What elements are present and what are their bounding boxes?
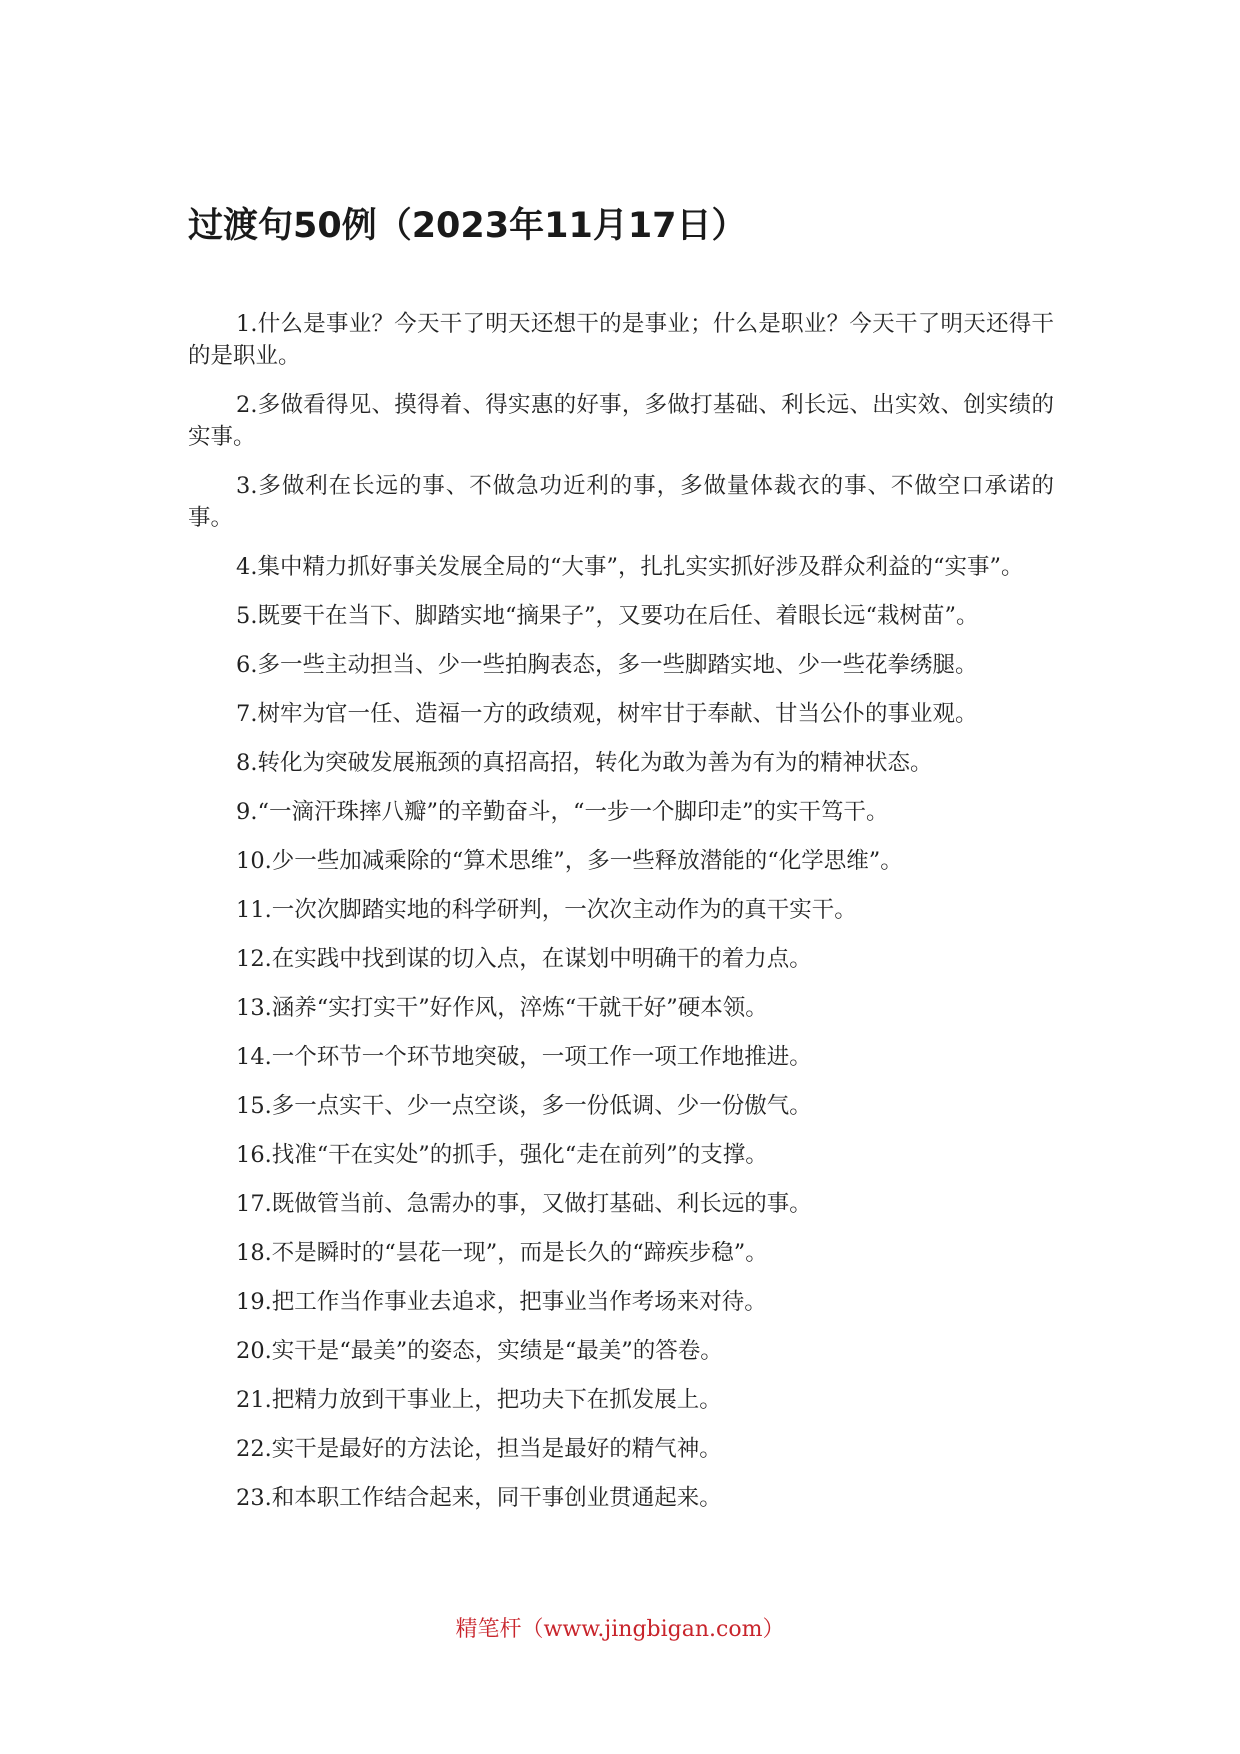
sentence-list [188, 308, 1054, 1531]
list-item: 2.多做看得见、摸得着、得实惠的好事，多做打基础、利长远、出实效、创实绩的实事。 [188, 392, 1054, 450]
list-item: 18.不是瞬时的“昙花一现”，而是长久的“蹄疾步稳”。 [236, 1240, 768, 1266]
page-title: 过渡句50例（2023年11月17日） [188, 206, 747, 246]
list-item: 13.涵养“实打实干”好作风，淬炼“干就干好”硬本领。 [236, 995, 768, 1021]
list-item: 7.树牢为官一任、造福一方的政绩观，树牢甘于奉献、甘当公仆的事业观。 [236, 701, 978, 727]
list-item: 9.“一滴汗珠摔八瓣”的辛勤奋斗，“一步一个脚印走”的实干笃干。 [236, 799, 889, 825]
footer-source-link[interactable]: 精笔杆（www.jingbigan.com） [455, 1617, 785, 1642]
list-item: 11.一次次脚踏实地的科学研判，一次次主动作为的真干实干。 [236, 897, 857, 923]
list-item: 6.多一些主动担当、少一些拍胸表态，多一些脚踏实地、少一些花拳绣腿。 [236, 652, 978, 678]
list-item: 8.转化为突破发展瓶颈的真招高招，转化为敢为善为有为的精神状态。 [236, 750, 933, 776]
list-item: 3.多做利在长远的事、不做急功近利的事，多做量体裁衣的事、不做空口承诺的事。 [188, 473, 1054, 531]
list-item: 5.既要干在当下、脚踏实地“摘果子”，又要功在后任、着眼长远“栽树苗”。 [236, 603, 979, 629]
list-item: 15.多一点实干、少一点空谈，多一份低调、少一份傲气。 [236, 1093, 812, 1119]
list-item: 20.实干是“最美”的姿态，实绩是“最美”的答卷。 [236, 1338, 723, 1364]
list-item: 21.把精力放到干事业上，把功夫下在抓发展上。 [236, 1387, 722, 1413]
list-item: 17.既做管当前、急需办的事，又做打基础、利长远的事。 [236, 1191, 812, 1217]
list-item: 16.找准“干在实处”的抓手，强化“走在前列”的支撑。 [236, 1142, 768, 1168]
list-item: 19.把工作当作事业去追求，把事业当作考场来对待。 [236, 1289, 767, 1315]
list-item: 22.实干是最好的方法论，担当是最好的精气神。 [236, 1436, 722, 1462]
list-item: 10.少一些加减乘除的“算术思维”，多一些释放潜能的“化学思维”。 [236, 848, 903, 874]
list-item: 1.什么是事业？今天干了明天还想干的是事业；什么是职业？今天干了明天还得干的是职业。 [188, 311, 1054, 369]
list-item: 14.一个环节一个环节地突破，一项工作一项工作地推进。 [236, 1044, 812, 1070]
list-item: 12.在实践中找到谋的切入点，在谋划中明确干的着力点。 [236, 946, 812, 972]
list-item: 23.和本职工作结合起来，同干事创业贯通起来。 [236, 1485, 722, 1511]
list-item: 4.集中精力抓好事关发展全局的“大事”，扎扎实实抓好涉及群众利益的“实事”。 [236, 554, 1024, 580]
